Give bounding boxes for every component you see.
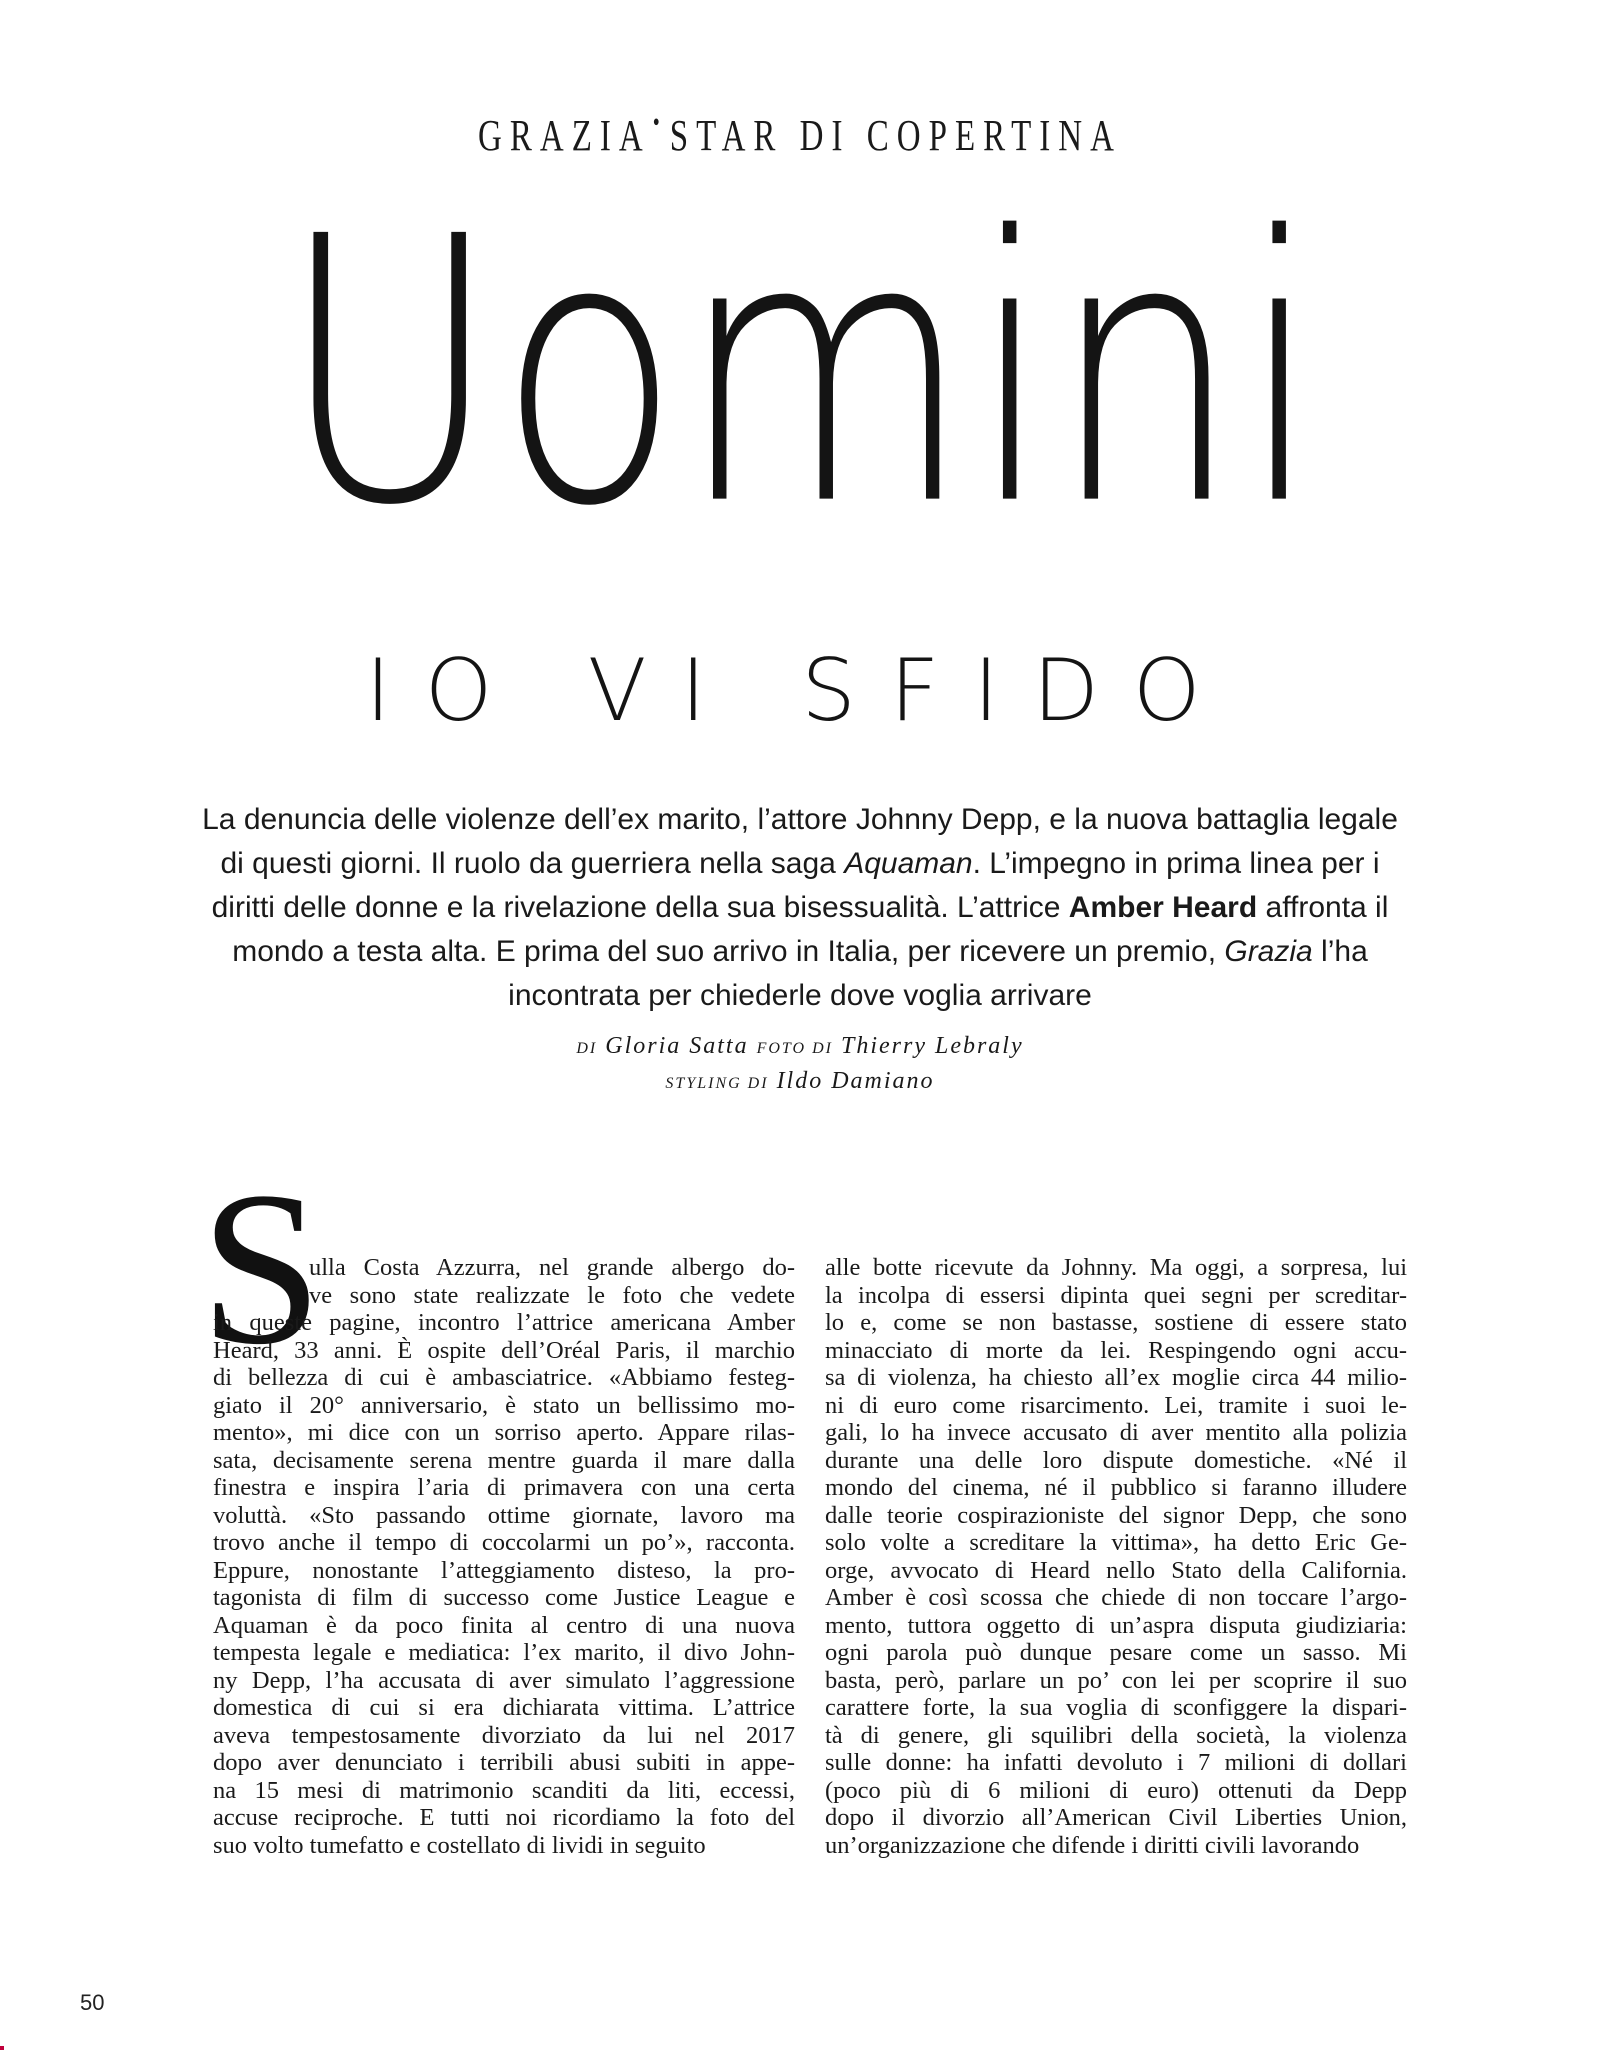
- article-line: voluttà. «Sto passando ottime giornate, lavoro ma: [213, 1501, 795, 1529]
- article-line: na 15 mesi di matrimonio scanditi da liti, eccessi,: [213, 1776, 795, 1804]
- article-line: Heard, 33 anni. È ospite dell’Oréal Paris, il marchio: [213, 1336, 795, 1364]
- article-line: ulla Costa Azzurra, nel grande albergo do-: [309, 1254, 795, 1281]
- author-label: DI: [576, 1040, 598, 1057]
- article-line: solo volte a screditare la vittima», ha detto Eric Ge-: [825, 1529, 1407, 1556]
- article-line: domestica di cui si era dichiarata vittima. L’attrice: [213, 1694, 795, 1721]
- section-header: [0, 108, 1600, 162]
- credits: [0, 1030, 1600, 1100]
- article-line: trovo anche il tempo di coccolarmi un po’», racconta.: [213, 1529, 795, 1556]
- standfirst-text: l’ha incontrata per chiederle dove voglia arrivare: [508, 935, 1368, 1012]
- article-line: mento, tuttora oggetto di un’aspra disputa giudiziaria:: [825, 1611, 1407, 1639]
- photographer-label: FOTO DI: [756, 1040, 833, 1057]
- article-line: basta, però, parlare un po’ con lei per scoprire il suo: [825, 1666, 1407, 1694]
- photographer-name: Thierry Lebraly: [840, 1033, 1024, 1059]
- stylist-name: Ildo Damiano: [776, 1068, 935, 1094]
- article-line: ni di euro come risarcimento. Lei, tramite i suoi le-: [825, 1391, 1407, 1419]
- article-line: dalle teorie cospirazioniste del signor Depp, che sono: [825, 1501, 1407, 1529]
- standfirst-text: . L’impegno in prima linea per i diritti delle donne e la rivelazione della sua bisessualità. L’attrice: [211, 847, 1380, 924]
- headline-subtitle: IO VI SFIDO: [365, 641, 1235, 741]
- standfirst-text: La denuncia delle violenze dell’ex marito, l’attore Johnny Depp, e la nuova battaglia legale di questi giorni. Il ruolo da guerriera nella saga: [202, 803, 1398, 880]
- headline-main: Uomini: [279, 159, 1321, 586]
- standfirst-italic-title: Aquaman: [844, 847, 973, 880]
- article-line: dopo aver denunciato i terribili abusi subiti in appe-: [213, 1749, 795, 1776]
- article-line: minacciato di morte da lei. Respingendo ogni accu-: [825, 1336, 1407, 1364]
- article-line: tagonista di film di successo come Justice League e: [213, 1584, 795, 1611]
- standfirst: [200, 798, 1400, 1018]
- article-line: ogni parola può dunque pesare come un sasso. Mi: [825, 1639, 1407, 1666]
- article-line: Eppure, nonostante l’atteggiamento disteso, la pro-: [213, 1556, 795, 1584]
- article-line: ve sono state realizzate le foto che vedete: [309, 1281, 795, 1309]
- article-column-right: [825, 1254, 1407, 1859]
- author-name: Gloria Satta: [605, 1033, 749, 1059]
- section-name: STAR DI COPERTINA: [669, 112, 1122, 161]
- article-line: (poco più di 6 milioni di euro) ottenuti da Depp: [825, 1776, 1407, 1804]
- credits-line-1: [0, 1030, 1600, 1065]
- article-line: giato il 20° anniversario, è stato un bellissimo mo-: [213, 1391, 795, 1419]
- standfirst-text: affronta il mondo a testa alta. E prima del suo arrivo in Italia, per ricevere un premio,: [232, 891, 1389, 968]
- brand-name: GRAZIA: [478, 112, 651, 161]
- article-line: ny Depp, l’ha accusata di aver simulato l’aggressione: [213, 1666, 795, 1694]
- article-column-left: [213, 1254, 795, 1859]
- article-line: mento», mi dice con un sorriso aperto. Appare rilas-: [213, 1419, 795, 1446]
- article-line: Amber è così scossa che chiede di non toccare l’argo-: [825, 1584, 1407, 1611]
- article-line: gali, lo ha invece accusato di aver mentito alla polizia: [825, 1419, 1407, 1446]
- article-line: sulle donne: ha infatti devoluto i 7 milioni di dollari: [825, 1749, 1407, 1776]
- article-line: tempesta legale e mediatica: l’ex marito, il divo John-: [213, 1639, 795, 1666]
- article-line: tà di genere, gli squilibri della società, la violenza: [825, 1721, 1407, 1749]
- article-line: in queste pagine, incontro l’attrice americana Amber: [213, 1309, 795, 1336]
- article-line: aveva tempestosamente divorziato da lui nel 2017: [213, 1721, 795, 1749]
- article-line: suo volto tumefatto e costellato di lividi in seguito: [213, 1831, 706, 1859]
- article-line: orge, avvocato di Heard nello Stato della California.: [825, 1556, 1407, 1584]
- article-line: la incolpa di essersi dipinta quei segni per screditar-: [825, 1281, 1407, 1309]
- article-line: di bellezza di cui è ambasciatrice. «Abbiamo festeg-: [213, 1364, 795, 1391]
- standfirst-bold-name: Amber Heard: [1068, 891, 1258, 924]
- article-line: sa di violenza, ha chiesto all’ex moglie circa 44 milio-: [825, 1364, 1407, 1391]
- standfirst-italic-magazine: Grazia: [1224, 935, 1313, 968]
- corner-mark: [0, 2046, 4, 2050]
- header-dot: •: [652, 108, 660, 138]
- drop-cap: S: [200, 1146, 323, 1390]
- page-number: 50: [80, 1990, 105, 2015]
- article-line: Aquaman è da poco finita al centro di una nuova: [213, 1611, 795, 1639]
- article-line: alle botte ricevute da Johnny. Ma oggi, a sorpresa, lui: [825, 1254, 1407, 1281]
- article-line: carattere forte, la sua voglia di sconfiggere la dispari-: [825, 1694, 1407, 1721]
- article-line: sata, decisamente serena mentre guarda il mare dalla: [213, 1446, 795, 1474]
- article-line: mondo del cinema, né il pubblico si faranno illudere: [825, 1474, 1407, 1501]
- article-line: un’organizzazione che difende i diritti civili lavorando: [825, 1831, 1360, 1859]
- stylist-label: STYLING DI: [665, 1075, 769, 1092]
- article-line: lo e, come se non bastasse, sostiene di essere stato: [825, 1309, 1407, 1336]
- article-line: dopo il divorzio all’American Civil Liberties Union,: [825, 1804, 1407, 1831]
- article-line: accuse reciproche. E tutti noi ricordiamo la foto del: [213, 1804, 795, 1831]
- article-line: finestra e inspira l’aria di primavera con una certa: [213, 1474, 795, 1501]
- credits-line-2: [0, 1065, 1600, 1100]
- article-line: durante una delle loro dispute domestiche. «Né il: [825, 1446, 1407, 1474]
